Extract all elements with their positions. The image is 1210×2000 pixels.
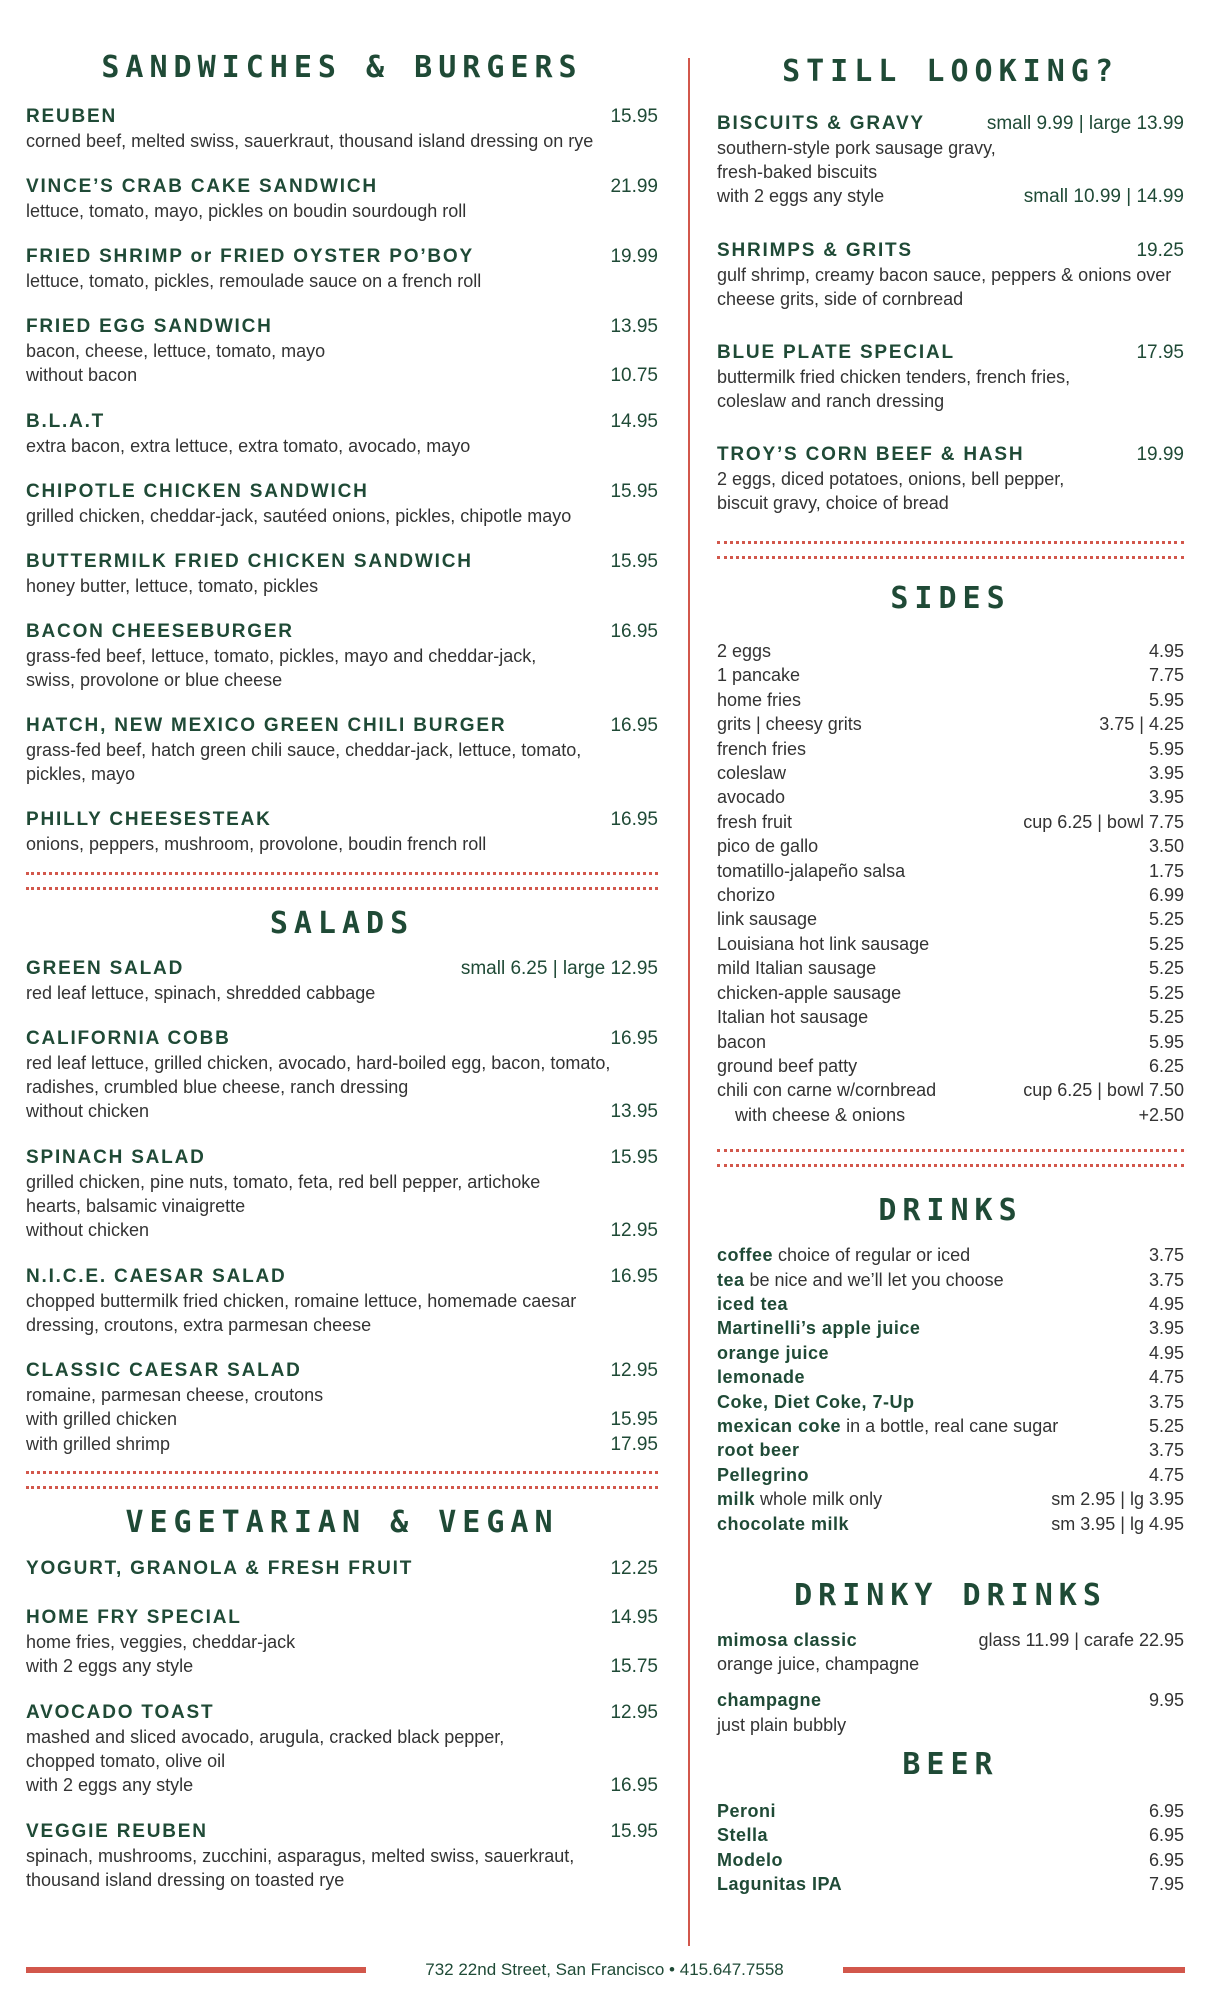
item-price: 15.95 [610, 1147, 658, 1168]
drink-item [717, 1341, 1184, 1365]
side-price: 5.25 [1148, 933, 1184, 954]
drink-item [717, 1487, 1184, 1511]
beer-item [717, 1848, 1184, 1872]
side-price: 3.75 | 4.25 [1099, 714, 1184, 735]
item-price: 16.95 [610, 1266, 658, 1287]
drink-note: in a bottle, real cane sugar [841, 1415, 1059, 1436]
drink-label [717, 1341, 829, 1365]
side-price: 5.25 [1148, 982, 1184, 1003]
item-header [26, 550, 658, 574]
drink-label [717, 1414, 1058, 1438]
item-option-label: with 2 eggs any style [26, 1775, 194, 1795]
item-desc: orange juice, champagne [717, 1654, 920, 1675]
menu-item [26, 550, 658, 598]
item-desc: bacon, cheese, lettuce, tomato, mayo [26, 341, 326, 361]
item-header [26, 714, 658, 738]
item-price: 9.95 [1148, 1690, 1184, 1711]
beer-title: BEER [902, 1746, 999, 1782]
drink-name: iced tea [717, 1293, 789, 1314]
footer-rule-right [843, 1967, 1185, 1973]
side-label: 2 eggs [717, 641, 772, 661]
drink-label [717, 1438, 800, 1462]
still-looking-title: STILL LOOKING? [782, 54, 1119, 89]
beer-name: Lagunitas IPA [717, 1874, 843, 1895]
beer-item [717, 1872, 1184, 1896]
item-desc: buttermilk fried chicken tenders, french fries, coleslaw and ranch dressing [717, 367, 1071, 411]
sandwich-list [26, 105, 658, 856]
drink-name: root beer [717, 1440, 800, 1461]
menu-item-mimosa [717, 1628, 1184, 1676]
drink-label [717, 1316, 920, 1340]
item-price: 15.95 [610, 1821, 658, 1842]
drink-label [717, 1463, 809, 1487]
menu-item [26, 480, 658, 528]
item-name: HOME FRY SPECIAL [26, 1607, 242, 1628]
side-price: 5.95 [1148, 738, 1184, 759]
menu-item-classic-caesar [26, 1359, 658, 1457]
dotted-divider [26, 1471, 658, 1489]
side-item [717, 956, 1184, 980]
footer-address: 732 22nd Street, San Francisco • 415.647.7558 [425, 1960, 784, 1979]
drink-note: be nice and we’ll let you choose [744, 1269, 1004, 1290]
item-name: N.I.C.E. CAESAR SALAD [26, 1266, 287, 1287]
side-label: tomatillo-jalapeño salsa [717, 860, 906, 881]
dotted-divider [717, 1149, 1184, 1167]
side-price: +2.50 [1138, 1104, 1184, 1125]
beer-price: 6.95 [1148, 1849, 1184, 1870]
drink-item [717, 1292, 1184, 1316]
item-desc: mashed and sliced avocado, arugula, cracked black pepper, chopped tomato, olive oil [26, 1727, 505, 1771]
item-name: YOGURT, GRANOLA & FRESH FRUIT [26, 1558, 414, 1579]
item-name: CHIPOTLE CHICKEN SANDWICH [26, 481, 369, 502]
side-item [717, 712, 1184, 736]
drink-price: 3.75 [1148, 1440, 1184, 1461]
drink-label [717, 1243, 970, 1267]
side-item [717, 761, 1184, 785]
item-desc: chopped buttermilk fried chicken, romaine lettuce, homemade caesar dressing, croutons, extra parmesan cheese [26, 1291, 577, 1335]
item-header [26, 620, 658, 644]
item-header [26, 480, 658, 504]
side-label: Louisiana hot link sausage [717, 933, 930, 954]
item-price: 14.95 [610, 1607, 658, 1628]
side-item [717, 1103, 1184, 1127]
item-desc: lettuce, tomato, mayo, pickles on boudin sourdough roll [26, 201, 467, 221]
drink-item [717, 1268, 1184, 1292]
side-price: cup 6.25 | bowl 7.75 [1023, 811, 1184, 832]
item-option-label: with grilled chicken [26, 1409, 178, 1429]
drink-item [717, 1316, 1184, 1340]
menu-item-green-salad [26, 957, 658, 1005]
item-name: VEGGIE REUBEN [26, 1821, 208, 1842]
side-label: Italian hot sausage [717, 1007, 869, 1028]
dotted-divider [717, 541, 1184, 559]
item-name: PHILLY CHEESESTEAK [26, 809, 272, 830]
drink-item [717, 1365, 1184, 1389]
side-label: bacon [717, 1031, 767, 1052]
item-price: 15.95 [610, 481, 658, 502]
side-label: pico de gallo [717, 836, 819, 857]
item-header [26, 410, 658, 434]
item-price: 14.95 [610, 411, 658, 432]
drink-price: 3.95 [1148, 1318, 1184, 1339]
drink-price: sm 3.95 | lg 4.95 [1051, 1513, 1184, 1534]
menu-item [26, 620, 658, 692]
item-name: mimosa classic [717, 1630, 858, 1650]
side-price: 6.99 [1148, 885, 1184, 906]
side-price: 3.95 [1148, 763, 1184, 784]
side-price: 5.25 [1148, 1007, 1184, 1028]
side-label: with cheese & onions [735, 1104, 906, 1125]
side-item [717, 981, 1184, 1005]
side-label: avocado [717, 787, 786, 808]
item-desc: grass-fed beef, hatch green chili sauce, cheddar-jack, lettuce, tomato, pickles, mayo [26, 740, 582, 784]
side-item [717, 883, 1184, 907]
item-price: 16.95 [610, 809, 658, 830]
beer-price: 6.95 [1148, 1800, 1184, 1821]
menu-item-corn-beef-hash [717, 443, 1184, 515]
drink-price: 4.75 [1148, 1367, 1184, 1388]
drink-item [717, 1512, 1184, 1536]
menu-item [26, 315, 658, 388]
item-option-price: 15.75 [610, 1656, 658, 1677]
item-name: CALIFORNIA COBB [26, 1028, 231, 1049]
beer-item [717, 1799, 1184, 1823]
drink-name: lemonade [717, 1367, 806, 1388]
drink-note: choice of regular or iced [773, 1245, 971, 1266]
drink-name: milk [717, 1489, 756, 1510]
item-option-price: 15.95 [610, 1409, 658, 1430]
item-desc: corned beef, melted swiss, sauerkraut, thousand island dressing on rye [26, 131, 594, 151]
beer-price: 7.95 [1148, 1874, 1184, 1895]
menu-item-veggie-reuben [26, 1820, 658, 1892]
side-label: french fries [717, 738, 807, 759]
item-desc: extra bacon, extra lettuce, extra tomato, avocado, mayo [26, 436, 471, 456]
salads-title: SALADS [269, 906, 415, 941]
item-option-price: 16.95 [610, 1775, 658, 1796]
menu-item-nice-caesar [26, 1265, 658, 1337]
item-price: 13.95 [610, 316, 658, 337]
side-item [717, 1078, 1184, 1102]
drinks-title: DRINKS [878, 1193, 1023, 1229]
side-label: home fries [717, 689, 802, 710]
item-header [26, 315, 658, 339]
side-item [717, 1030, 1184, 1054]
item-desc: gulf shrimp, creamy bacon sauce, peppers & onions over cheese grits, side of cornbread [717, 265, 1172, 309]
item-price: 19.25 [1136, 240, 1184, 261]
drink-name: Coke, Diet Coke, 7-Up [717, 1391, 915, 1412]
drink-item [717, 1463, 1184, 1487]
item-name: SHRIMPS & GRITS [717, 240, 913, 261]
side-label: mild Italian sausage [717, 958, 877, 979]
item-header [26, 175, 658, 199]
menu-item-biscuits-gravy [717, 112, 1184, 209]
item-desc: grilled chicken, pine nuts, tomato, feta, red bell pepper, artichoke hearts, balsamic vinaigrette [26, 1172, 541, 1216]
side-price: 3.95 [1148, 787, 1184, 808]
item-option-price: 12.95 [610, 1220, 658, 1241]
item-name: BUTTERMILK FRIED CHICKEN SANDWICH [26, 551, 473, 572]
beer-name: Peroni [717, 1800, 777, 1821]
item-price: 19.99 [610, 246, 658, 267]
drink-label [717, 1365, 805, 1389]
drink-price: 4.95 [1148, 1342, 1184, 1363]
item-price: 12.95 [610, 1702, 658, 1723]
menu-item-champagne [717, 1688, 1184, 1736]
side-price: 1.75 [1148, 860, 1184, 881]
item-option-price: small 10.99 | 14.99 [1023, 186, 1184, 207]
item-name: BISCUITS & GRAVY [717, 113, 925, 134]
item-name: SPINACH SALAD [26, 1147, 206, 1168]
drink-item [717, 1414, 1184, 1438]
side-item [717, 1005, 1184, 1029]
drink-item [717, 1390, 1184, 1414]
item-name: REUBEN [26, 106, 118, 127]
drink-price: 3.75 [1148, 1245, 1184, 1266]
drink-name: coffee [717, 1245, 774, 1266]
beer-name: Modelo [717, 1849, 783, 1870]
drink-name: mexican coke [717, 1415, 842, 1436]
item-name: BACON CHEESEBURGER [26, 621, 294, 642]
drink-note: whole milk only [755, 1489, 883, 1510]
item-desc: just plain bubbly [717, 1714, 847, 1735]
drink-price: 4.75 [1148, 1464, 1184, 1485]
item-price: 15.95 [610, 106, 658, 127]
side-item [717, 834, 1184, 858]
item-desc: 2 eggs, diced potatoes, onions, bell pepper, biscuit gravy, choice of bread [717, 469, 1065, 513]
side-label: grits | cheesy grits [717, 714, 862, 735]
item-header [26, 105, 658, 129]
item-price: 17.95 [1136, 342, 1184, 363]
side-price: 5.95 [1148, 689, 1184, 710]
item-name: CLASSIC CAESAR SALAD [26, 1360, 302, 1381]
footer-rule-left [26, 1967, 366, 1973]
side-item [717, 737, 1184, 761]
drink-label [717, 1512, 849, 1536]
side-label: chicken-apple sausage [717, 982, 902, 1003]
menu-item-yogurt [26, 1557, 658, 1581]
side-item [717, 639, 1184, 663]
drinky-drinks-title: DRINKY DRINKS [794, 1578, 1107, 1613]
side-price: 5.25 [1148, 958, 1184, 979]
beer-name: Stella [717, 1825, 769, 1846]
item-desc: red leaf lettuce, grilled chicken, avocado, hard-boiled egg, bacon, tomato, radishes, crumbled blue cheese, ranch dressing [26, 1053, 611, 1097]
side-item [717, 688, 1184, 712]
item-price: small 6.25 | large 12.95 [460, 958, 658, 979]
item-price: 15.95 [610, 551, 658, 572]
beer-item [717, 1823, 1184, 1847]
drink-price: 3.75 [1148, 1269, 1184, 1290]
side-item [717, 932, 1184, 956]
drink-name: chocolate milk [717, 1513, 850, 1534]
side-item [717, 859, 1184, 883]
menu-item [26, 808, 658, 856]
item-option-label: with grilled shrimp [26, 1434, 171, 1454]
drink-price: 5.25 [1148, 1415, 1184, 1436]
item-option-label: with 2 eggs any style [717, 186, 885, 206]
item-desc: onions, peppers, mushroom, provolone, boudin french roll [26, 834, 487, 854]
side-label: fresh fruit [717, 811, 793, 832]
side-price: 5.95 [1148, 1031, 1184, 1052]
item-name: champagne [717, 1690, 822, 1711]
menu-item-avocado-toast [26, 1701, 658, 1798]
item-header [26, 808, 658, 832]
drink-price: 3.75 [1148, 1391, 1184, 1412]
menu-item [26, 105, 658, 153]
item-price: 16.95 [610, 621, 658, 642]
menu-item [26, 175, 658, 223]
item-name: FRIED EGG SANDWICH [26, 316, 273, 337]
side-item [717, 663, 1184, 687]
item-desc: grilled chicken, cheddar-jack, sautéed onions, pickles, chipotle mayo [26, 506, 572, 526]
menu-item [26, 410, 658, 458]
drink-name: Pellegrino [717, 1464, 810, 1485]
side-label: chili con carne w/cornbread [717, 1080, 937, 1101]
item-desc: grass-fed beef, lettuce, tomato, pickles, mayo and cheddar-jack, swiss, provolone or blue cheese [26, 646, 537, 690]
drink-name: orange juice [717, 1342, 830, 1363]
drink-item [717, 1438, 1184, 1462]
left-column [26, 0, 658, 1914]
drink-label [717, 1390, 915, 1414]
item-name: AVOCADO TOAST [26, 1702, 215, 1723]
item-name: BLUE PLATE SPECIAL [717, 342, 955, 363]
side-price: 7.75 [1148, 665, 1184, 686]
drink-name: Martinelli’s apple juice [717, 1318, 921, 1339]
menu-item-home-fry-special [26, 1606, 658, 1679]
item-name: VINCE’S CRAB CAKE SANDWICH [26, 176, 378, 197]
item-desc: honey butter, lettuce, tomato, pickles [26, 576, 319, 596]
menu-item [26, 714, 658, 786]
item-price: 12.25 [610, 1558, 658, 1579]
item-price: 16.95 [610, 1028, 658, 1049]
sandwiches-title: SANDWICHES & BURGERS [101, 50, 583, 85]
item-option-label: without chicken [26, 1220, 150, 1240]
item-name: HATCH, NEW MEXICO GREEN CHILI BURGER [26, 715, 507, 736]
item-desc: red leaf lettuce, spinach, shredded cabbage [26, 983, 376, 1003]
item-desc: romaine, parmesan cheese, croutons [26, 1385, 324, 1405]
item-desc: spinach, mushrooms, zucchini, asparagus, melted swiss, sauerkraut, thousand island dressing on toasted rye [26, 1846, 575, 1890]
side-price: 4.95 [1148, 641, 1184, 661]
item-price: small 9.99 | large 13.99 [986, 113, 1184, 134]
item-name: TROY’S CORN BEEF & HASH [717, 444, 1025, 465]
footer [0, 1955, 1210, 1985]
item-desc: southern-style pork sausage gravy, fresh-baked biscuits [717, 138, 996, 182]
sides-list [717, 639, 1184, 1127]
dotted-divider [26, 872, 658, 890]
item-option-price: 10.75 [610, 365, 658, 386]
item-price: glass 11.99 | carafe 22.95 [978, 1630, 1184, 1650]
drink-name: tea [717, 1269, 745, 1290]
item-option [26, 363, 658, 388]
beer-price: 6.95 [1148, 1825, 1184, 1846]
item-price: 16.95 [610, 715, 658, 736]
side-label: link sausage [717, 909, 818, 930]
drink-item [717, 1243, 1184, 1267]
drink-label [717, 1268, 1004, 1292]
beer-list [717, 1799, 1184, 1897]
side-label: 1 pancake [717, 665, 801, 686]
item-desc: home fries, veggies, cheddar-jack [26, 1632, 296, 1652]
drink-price: 4.95 [1148, 1293, 1184, 1314]
item-header [26, 245, 658, 269]
side-price: 5.25 [1148, 909, 1184, 930]
right-column [717, 0, 1184, 1896]
side-item [717, 1054, 1184, 1078]
drinks-list [717, 1243, 1184, 1536]
item-option-price: 13.95 [610, 1101, 658, 1122]
menu-item-california-cobb [26, 1027, 658, 1124]
side-price: 3.50 [1148, 836, 1184, 857]
item-price: 21.99 [610, 176, 658, 197]
drink-label [717, 1292, 788, 1316]
item-name: FRIED SHRIMP or FRIED OYSTER PO’BOY [26, 246, 474, 267]
item-option-price: 17.95 [610, 1434, 658, 1455]
side-price: 6.25 [1148, 1055, 1184, 1076]
item-name: B.L.A.T [26, 411, 106, 432]
menu-item [26, 245, 658, 293]
drink-label [717, 1487, 882, 1511]
side-label: ground beef patty [717, 1055, 858, 1076]
item-desc: lettuce, tomato, pickles, remoulade sauce on a french roll [26, 271, 482, 291]
menu-item-shrimps-grits [717, 239, 1184, 311]
side-price: cup 6.25 | bowl 7.50 [1023, 1080, 1184, 1101]
side-label: coleslaw [717, 763, 787, 784]
menu-item-blue-plate [717, 341, 1184, 413]
side-item [717, 907, 1184, 931]
drink-price: sm 2.95 | lg 3.95 [1051, 1489, 1184, 1510]
veg-title: VEGETARIAN & VEGAN [125, 1505, 559, 1540]
side-label: chorizo [717, 885, 776, 906]
sides-title: SIDES [890, 581, 1011, 616]
menu-item-spinach-salad [26, 1146, 658, 1243]
column-divider [688, 58, 690, 1946]
item-price: 19.99 [1136, 444, 1184, 465]
item-option-label: with 2 eggs any style [26, 1656, 194, 1676]
side-item [717, 810, 1184, 834]
item-name: GREEN SALAD [26, 958, 185, 979]
item-price: 12.95 [610, 1360, 658, 1381]
side-item [717, 785, 1184, 809]
item-option-label: without chicken [26, 1101, 150, 1121]
item-option-label: without bacon [26, 365, 138, 385]
